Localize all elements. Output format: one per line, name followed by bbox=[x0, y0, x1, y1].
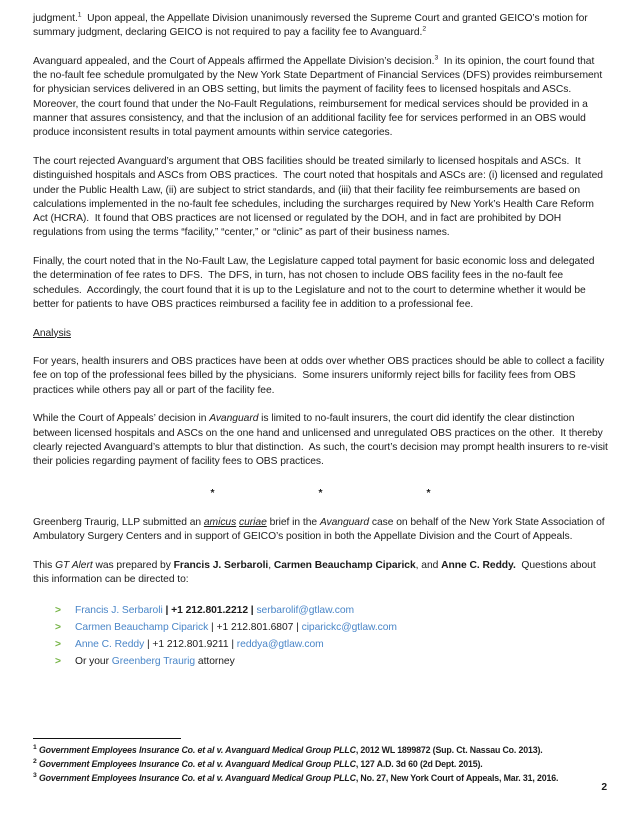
contact-list-item bbox=[55, 655, 608, 669]
star-glyph: * bbox=[318, 487, 323, 499]
paragraph bbox=[33, 255, 608, 312]
attorney-profile-link[interactable]: Carmen Beauchamp Ciparick bbox=[75, 621, 209, 633]
contact-list-item bbox=[55, 638, 608, 652]
text-run: , 2012 WL 1899872 (Sup. Ct. Nassau Co. 2013). bbox=[355, 745, 543, 755]
footnote-ref: 2 bbox=[422, 25, 427, 33]
text-run: Avanguard appealed, and the Court of Appeals affirmed the Appellate Division’s decision. bbox=[33, 55, 435, 67]
attorney-profile-link[interactable]: Francis J. Serbaroli bbox=[75, 604, 163, 616]
text-run: | +1 212.801.2212 | bbox=[162, 604, 257, 616]
text-run: Greenberg Traurig, LLP submitted an bbox=[33, 516, 204, 528]
star-glyph: * bbox=[210, 487, 215, 499]
text-run: , 127 A.D. 3d 60 (2d Dept. 2015). bbox=[355, 759, 483, 769]
text-run: GT Alert bbox=[55, 559, 93, 571]
text-run: Anne C. Reddy. bbox=[441, 559, 516, 571]
footnote-ref: 1 bbox=[77, 11, 82, 19]
text-run: Questions about this information can be directed to: bbox=[33, 559, 599, 585]
text-run: For years, health insurers and OBS practices have been at odds over whether OBS practices should be able to collect a facility fee on top of the professional fees billed by the physicians. Some insurers uniformly reject bills for facility fees from OBS practices while others pay all or part of the facility fee. bbox=[33, 356, 608, 396]
email-link[interactable]: ciparickc@gtlaw.com bbox=[301, 621, 397, 633]
footnote-number: 2 bbox=[33, 758, 37, 766]
text-run: case on behalf of the New York State Association of Ambulatory Surgery Centers and in support of GEICO’s position in both the Appellate Division and the Court of Appeals. bbox=[33, 516, 607, 543]
text-run: was prepared by bbox=[92, 559, 174, 571]
text-run: , bbox=[268, 559, 274, 571]
text-run: Government Employees Insurance Co. et al v. Avanguard Medical Group PLLC bbox=[38, 759, 356, 769]
text-run: is limited to no-fault insurers, the court did identify the clear distinction between licensed hospitals and ASCs on the one hand and unlicensed and unregulated OBS practices on the other. It thereby clearly rejected Avanguard’s attempts to blur that distinction. As such, the court’s decision may prompt health insurers to re-visit their policies regarding payment of facility fees to OBS practices. bbox=[33, 413, 611, 468]
bullet-arrow-icon: > bbox=[55, 604, 61, 616]
text-run: amicus bbox=[203, 516, 237, 528]
footnote-number: 1 bbox=[33, 744, 37, 752]
text-run: curiae bbox=[239, 516, 267, 528]
paragraph bbox=[33, 355, 608, 398]
text-run: , No. 27, New York Court of Appeals, Mar. 31, 2016. bbox=[355, 773, 559, 783]
paragraph bbox=[33, 516, 608, 545]
email-link[interactable]: serbarolif@gtlaw.com bbox=[256, 604, 355, 616]
contact-list-item bbox=[55, 621, 608, 635]
footnotes-section bbox=[33, 738, 608, 785]
section-heading bbox=[33, 327, 608, 341]
text-run: The court rejected Avanguard’s argument that OBS facilities should be treated similarly to licensed hospitals and ASCs. It distinguished hospitals and ASCs from OBS practices. The court noted that hospitals and ASCs are: (i) licensed and regulated under the Public Health Law, (ii) are subject to strict standards, and (iii) that their facility fee reimbursements are based on calculations implemented in the no-fault fee schedules, including the surcharges required by New York’s Health Care Reform Act (HCRA). It found that OBS practices are not licensed or regulated by the DOH, and in fact are prohibited by DOH regulations from using the terms “facility,” “center,” or “clinic” as part of their business names. bbox=[33, 155, 606, 239]
text-run: In its opinion, the court found that the no-fault fee schedule promulgated by the New York State Department of Financial Services (DFS) provides reimbursement for physician services delivered in an OBS setting, but limits the payment of facility fees to licensed hospitals and ASCs. Moreover, the court found that under the No-Fault Regulations, reimbursement for medical services should be provided in a manner that assures consistency, and that the inclusion of an additional facility fee for services performed in an OBS would produce inconsistent results in total payment amounts within service categories. bbox=[33, 55, 605, 139]
text-run: This bbox=[33, 559, 56, 571]
bullet-arrow-icon: > bbox=[55, 621, 61, 633]
contact-text bbox=[75, 655, 235, 669]
footnote-separator bbox=[33, 738, 181, 739]
footnote-number: 3 bbox=[33, 772, 37, 780]
contact-list-item bbox=[55, 604, 608, 618]
paragraph bbox=[33, 559, 608, 588]
text-run: , and bbox=[415, 559, 442, 571]
paragraph bbox=[33, 412, 611, 469]
email-link[interactable]: reddya@gtlaw.com bbox=[236, 639, 324, 651]
attorney-profile-link[interactable]: Anne C. Reddy bbox=[75, 639, 145, 651]
footnote bbox=[33, 757, 608, 771]
text-run: Government Employees Insurance Co. et al v. Avanguard Medical Group PLLC bbox=[38, 773, 356, 783]
footnote bbox=[33, 771, 608, 785]
text-run: Avanguard bbox=[319, 516, 370, 528]
text-run: judgment. bbox=[33, 13, 78, 24]
star-glyph: * bbox=[426, 487, 431, 499]
text-run: Analysis bbox=[33, 327, 71, 339]
text-run: Finally, the court noted that in the No-Fault Law, the Legislature capped total payment for basic economic loss and delegated the determination of fee rates to DFS. The DFS, in turn, has not chosen to include OBS facility fees in the no-fault fee schedules. Accordingly, the court found that it is up to the Legislature and not to the court to determine whether it would be better for patients to have OBS practices reimbursed a facility fee in addition to a professional fee. bbox=[33, 256, 598, 310]
contact-text bbox=[75, 621, 397, 635]
footnote-list bbox=[33, 743, 608, 785]
footnote-ref: 3 bbox=[434, 54, 439, 62]
text-run: Carmen Beauchamp Ciparick bbox=[273, 559, 416, 571]
contact-text bbox=[75, 604, 354, 618]
text-run: Or your bbox=[75, 656, 112, 668]
paragraph bbox=[33, 155, 608, 241]
text-run: Francis J. Serbaroli bbox=[173, 559, 269, 571]
document-body bbox=[33, 11, 611, 670]
text-run: Avanguard bbox=[209, 413, 259, 425]
paragraph bbox=[33, 55, 608, 141]
bullet-arrow-icon: > bbox=[55, 656, 61, 668]
text-run: | +1 212.801.6807 | bbox=[208, 621, 302, 633]
text-run: While the Court of Appeals’ decision in bbox=[33, 413, 210, 425]
footnote bbox=[33, 743, 608, 757]
text-run: Government Employees Insurance Co. et al v. Avanguard Medical Group PLLC bbox=[38, 745, 356, 755]
text-run: | +1 212.801.9211 | bbox=[144, 639, 237, 651]
firm-link[interactable]: Greenberg Traurig bbox=[111, 656, 196, 668]
page-number: 2 bbox=[601, 782, 607, 793]
section-divider-stars bbox=[33, 487, 608, 501]
bullet-arrow-icon: > bbox=[55, 639, 61, 651]
contact-text bbox=[75, 638, 324, 652]
text-run: Upon appeal, the Appellate Division unanimously reversed the Supreme Court and granted GEICO’s motion for summary judgment, declaring GEICO is not required to pay a facility fee to Avanguard. bbox=[33, 13, 591, 39]
text-run: attorney bbox=[195, 656, 235, 668]
text-run: brief in the bbox=[266, 516, 320, 528]
contact-list bbox=[33, 602, 608, 670]
paragraph bbox=[33, 12, 608, 41]
